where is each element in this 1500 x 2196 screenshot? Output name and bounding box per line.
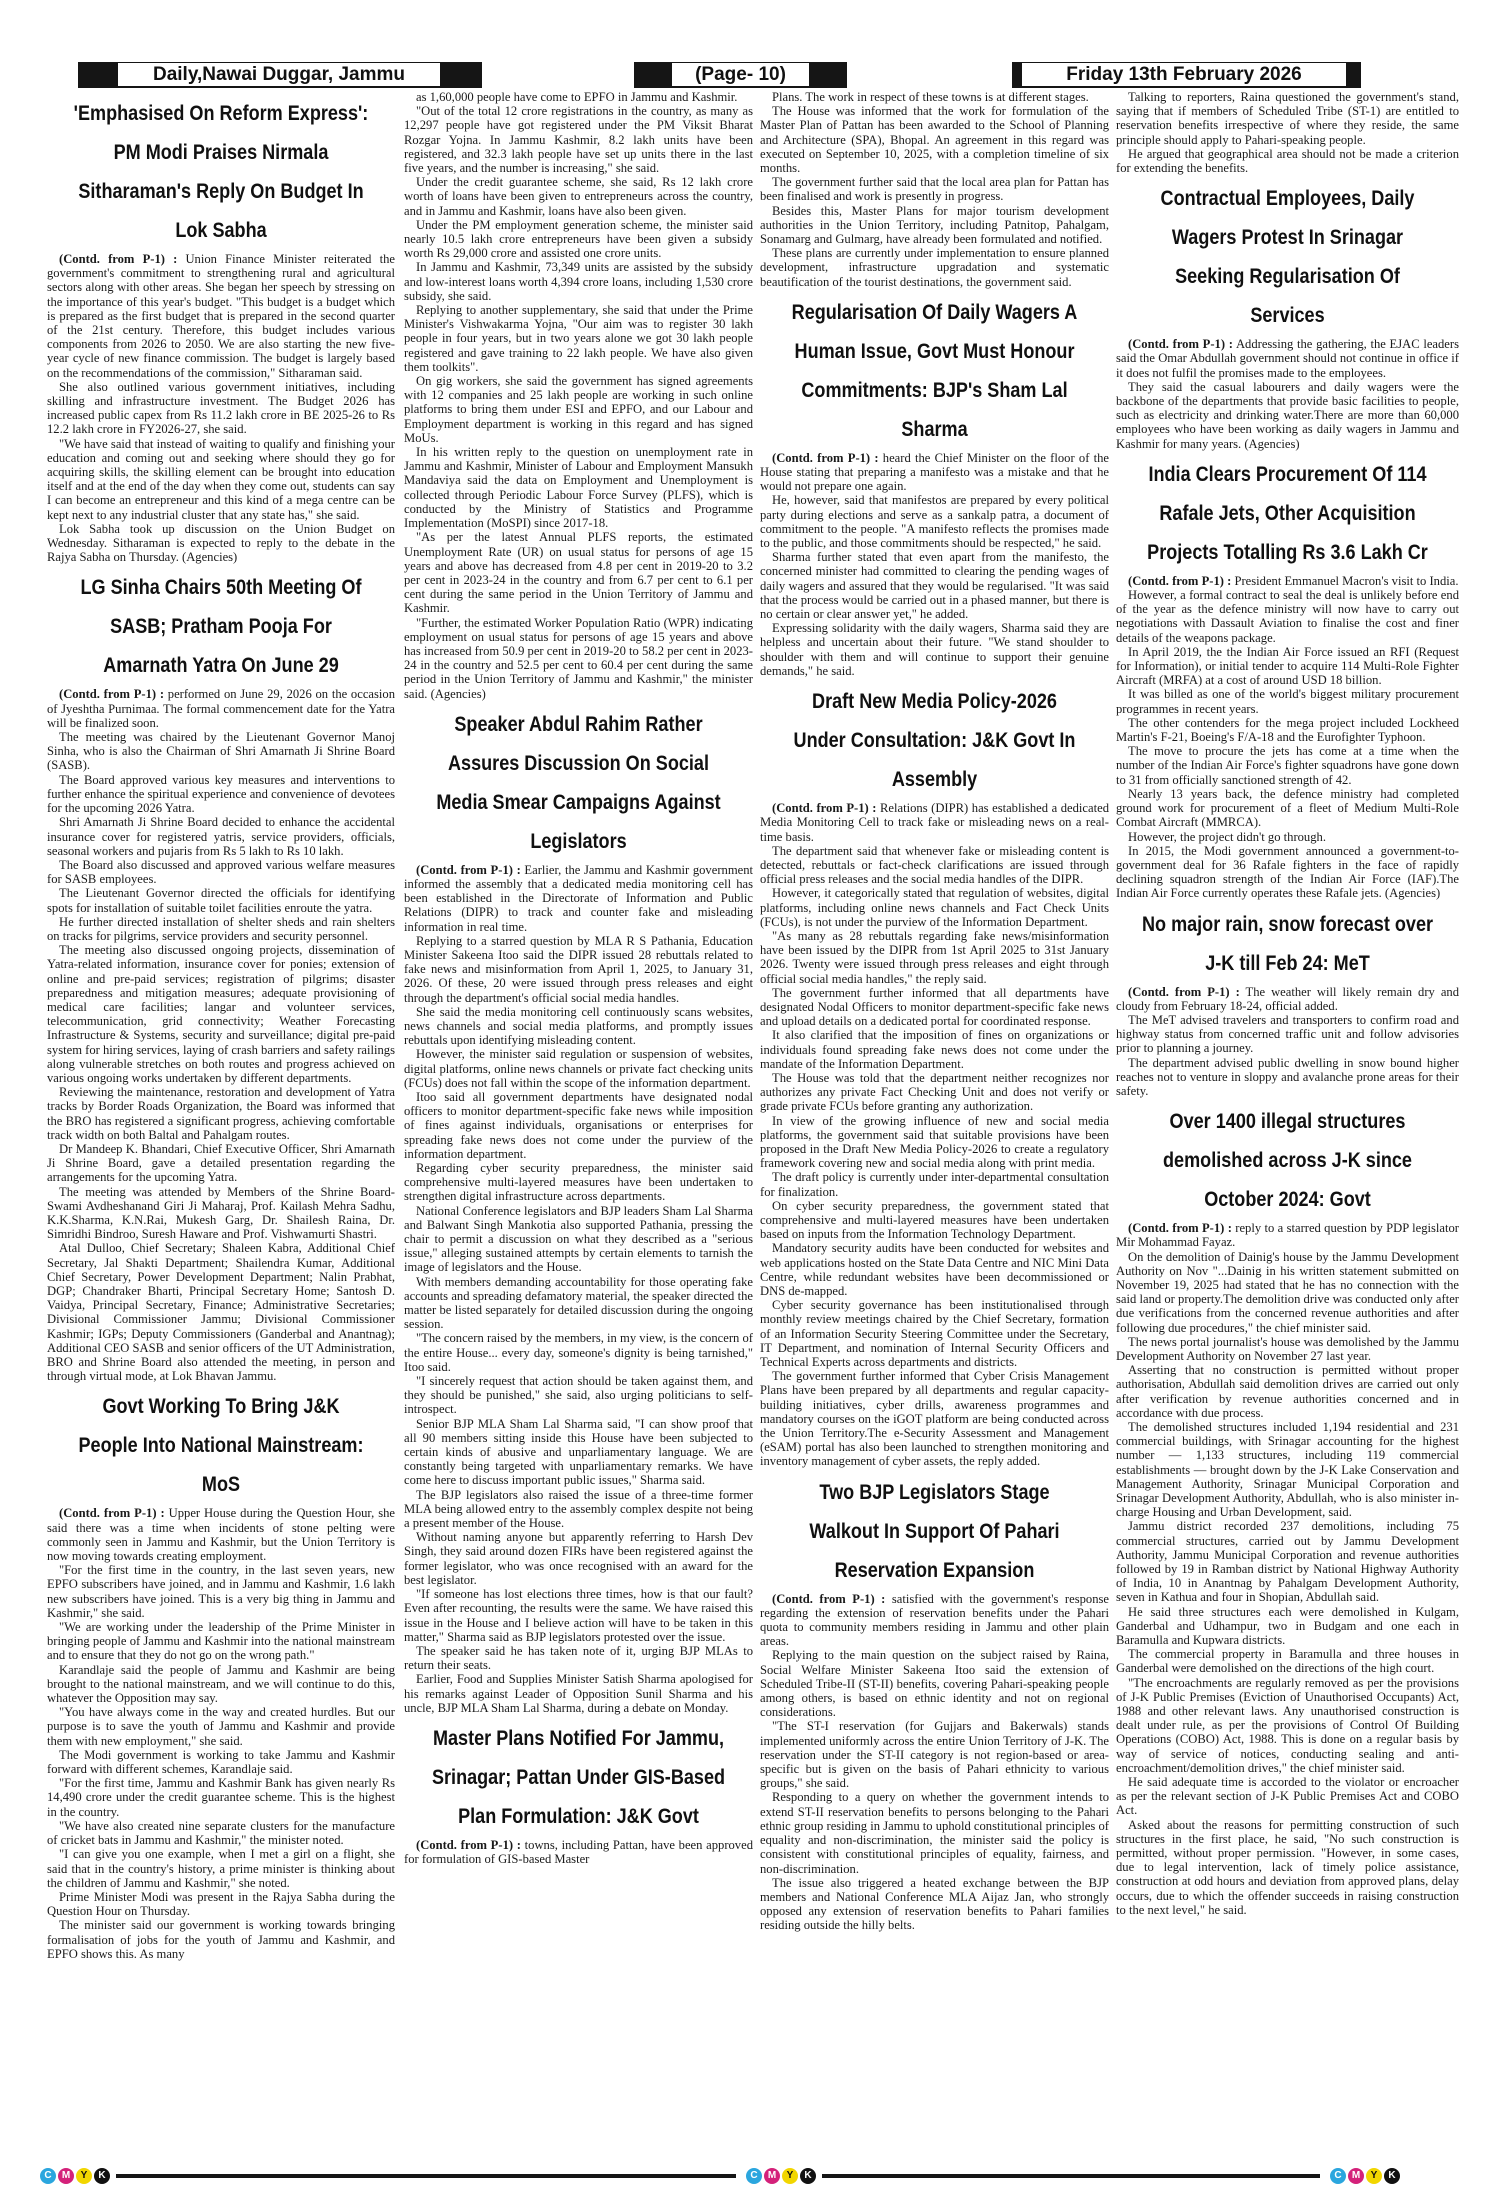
article-body xyxy=(404,90,753,701)
paragraph-text: He argued that geographical area should not be made a criterion for extending the benefits. xyxy=(1116,146,1459,176)
paragraph xyxy=(47,1185,395,1242)
paragraph xyxy=(1116,1519,1459,1604)
cyan-mark: C xyxy=(1330,2168,1346,2184)
article-body xyxy=(760,451,1109,678)
column-4 xyxy=(1116,90,1459,2165)
paragraph xyxy=(404,104,753,175)
paragraph xyxy=(47,1085,395,1142)
article-body xyxy=(404,863,753,1715)
paragraph-text: The Modi government is working to take Jammu and Kashmir forward with different schemes, Karandlaje said. xyxy=(47,1747,395,1777)
paragraph-text: The department advised public dwelling in snow bound higher reaches not to venture in sloppy and avalanche prone areas for their safety. xyxy=(1116,1055,1459,1098)
paragraph-text: In 2015, the Modi government announced a government-to-government deal for 36 Rafale fighters in the face of rapidly declining squadron strength of the Indian Air Force (IAF).The Indian Air Force currently operates these Rafale jets. (Agencies) xyxy=(1116,843,1459,901)
paragraph-text: With members demanding accountability for those operating fake accounts and spreading defamatory material, the speaker directed the matter be listed separately for detailed discussion during the ongoing session. xyxy=(404,1274,753,1332)
paragraph-text: However, the project didn't go through. xyxy=(1128,829,1326,844)
paragraph-text: as 1,60,000 people have come to EPFO in Jammu and Kashmir. xyxy=(416,90,738,104)
paragraph xyxy=(47,1241,395,1383)
continuation-lead: (Contd. from P-1) : xyxy=(1128,984,1240,999)
magenta-mark: M xyxy=(58,2168,74,2184)
article-body xyxy=(1116,985,1459,1099)
paragraph-text: Expressing solidarity with the daily wagers, Sharma said they are helpless and uncertain about their future. "We stand shoulder to shoulder with them and will continue to support their genuine demands," he said. xyxy=(760,621,1109,678)
paragraph xyxy=(760,1648,1109,1719)
black-mark: K xyxy=(800,2168,816,2184)
paragraph xyxy=(1116,147,1459,175)
page-number: (Page- 10) xyxy=(672,63,809,86)
paragraph xyxy=(47,437,395,522)
paragraph-text: Dr Mandeep K. Bhandari, Chief Executive Officer, Shri Amarnath Ji Shrine Board, gave a detailed presentation regarding the arrangements for the upcoming Yatra. xyxy=(47,1141,395,1185)
paragraph xyxy=(404,863,753,934)
paragraph-text: However, it categorically stated that regulation of websites, digital platforms, including online news channels and Fact Check Units (FCUs), is not under the purview of the Information Department. xyxy=(760,886,1109,929)
yellow-mark: Y xyxy=(782,2168,798,2184)
paragraph xyxy=(47,1663,395,1706)
continuation-lead: (Contd. from P-1) : xyxy=(1128,1221,1232,1236)
paragraph xyxy=(1116,574,1459,588)
continuation-lead: (Contd. from P-1) : xyxy=(59,687,165,702)
paragraph-text: These plans are currently under implementation to ensure planned development, infrastructure upgradation and systematic beautification of the tourist destinations, the government said. xyxy=(760,246,1109,289)
paragraph-text: The meeting was chaired by the Lieutenant Governor Manoj Sinha, who is also the Chairman of Shri Amarnath Ji Shrine Board (SASB). xyxy=(47,730,395,773)
paragraph-text: Replying to a starred question by MLA R S Pathania, Education Minister Sakeena Itoo said the DIPR issued 28 rebuttals related to fake news and misinformation from April 1, 2025, to January 31, 2026. Of these, 20 were issued through press releases and eight through the department's official social media handles. xyxy=(404,933,753,1005)
paragraph xyxy=(760,204,1109,247)
paragraph-text: Cyber security governance has been institutionalised through monthly review meetings chaired by the Chief Secretary, formation of an Information Security Steering Committee under the Secretary, IT Department, and nomination of Internal Security Officers and Technical Experts across departments and districts. xyxy=(760,1298,1109,1370)
issue-date: Friday 13th February 2026 xyxy=(1022,63,1346,86)
paragraph xyxy=(47,915,395,943)
paragraph-text: Earlier, the Jammu and Kashmir government informed the assembly that a dedicated media monitoring cell has been established in the Directorate of Information and Public Relations (DIPR) to track and counter fake and misleading information in real time. xyxy=(404,862,753,934)
paragraph-text: On gig workers, she said the government has signed agreements with 12 companies and 25 lakh people are working in such online platforms to bring them under ESI and EPFO, and our Labour and Employment department is working in this regard and has signed MoUs. xyxy=(404,374,753,445)
footer-rule-left xyxy=(116,2174,736,2178)
paragraph xyxy=(404,218,753,261)
paragraph xyxy=(404,1161,753,1204)
paragraph xyxy=(47,687,395,730)
paragraph-text: "I sincerely request that action should be taken against them, and they should be punished," she said, also urging politicians to self-introspect. xyxy=(404,1374,753,1417)
paragraph-text: Karandlaje said the people of Jammu and Kashmir are being brought to the national mainstream, and we will continue to do this, whatever the Opposition may say. xyxy=(47,1662,395,1706)
paragraph-text: However, a formal contract to seal the deal is unlikely before end of the year as the defence ministry will now have to carry out negotiations with Dassault Aviation to finalise the cost and finer details of the weapons package. xyxy=(1116,588,1459,645)
paragraph xyxy=(404,90,753,104)
article-body xyxy=(47,1506,395,1961)
column-1 xyxy=(47,90,395,2165)
paragraph-text: Responding to a query on whether the government intends to extend ST-II reservation benefits to persons belonging to the Pahari ethnic group residing in Jammu to uphold constitutional principles of equality and non-discrimination, the minister said the policy is consistent with constitutional principles of equality, fairness, and non-discrimination. xyxy=(760,1790,1109,1876)
paragraph xyxy=(1116,830,1459,844)
paragraph-text: Itoo said all government departments have designated nodal officers to monitor department-specific fake news while imposition of fines against individuals, organisations or enterprises for spreading fake news does not come under the purview of the information department. xyxy=(404,1089,753,1161)
cyan-mark: C xyxy=(746,2168,762,2184)
paragraph-text: The Lieutenant Governor directed the officials for identifying spots for installation of suitable toilet facilities enroute the yatra. xyxy=(47,886,395,915)
paragraph-text: It was billed as one of the world's biggest military procurement programmes in recent years. xyxy=(1116,687,1459,716)
registration-marks-center xyxy=(746,2166,816,2186)
paragraph xyxy=(404,1672,753,1715)
paragraph-text: "For the first time in the country, in the last seven years, new EPFO subscribers have joined, and in Jammu and Kashmir, 1.6 lakh new subscribers have joined. This is a very big thing in Jammu and Kashmir," she said. xyxy=(47,1563,395,1620)
paragraph xyxy=(404,1530,753,1587)
paragraph-text: The news portal journalist's house was demolished by the Jammu Development Authority on November 27 last year. xyxy=(1116,1334,1459,1363)
paragraph xyxy=(404,1417,753,1488)
paragraph xyxy=(760,1071,1109,1114)
paragraph xyxy=(404,303,753,374)
paragraph-text: The issue also triggered a heated exchange between the BJP members and National Conference MLA Aijaz Jan, who strongly opposed any extension of reservation benefits to Pahari families residing outside the hilly belts. xyxy=(760,1875,1109,1933)
paragraph xyxy=(404,1204,753,1275)
cyan-mark: C xyxy=(40,2168,56,2184)
article-body xyxy=(47,687,395,1383)
paragraph-text: The department said that whenever fake or misleading content is detected, rebuttals or fact-check clarifications are issued through official press releases and the social media handles of the DIPR. xyxy=(760,843,1109,887)
continuation-lead: (Contd. from P-1) : xyxy=(416,1837,521,1852)
black-mark: K xyxy=(94,2168,110,2184)
paragraph-text: "For the first time, Jammu and Kashmir Bank has given nearly Rs 14,490 crore under the credit guarantee scheme. This is the highest in the country. xyxy=(47,1776,395,1819)
article-headline: LG Sinha Chairs 50th Meeting Of SASB; Pratham Pooja For Amarnath Yatra On June 29 xyxy=(80,576,362,678)
paragraph xyxy=(760,986,1109,1029)
paragraph-text: Union Finance Minister reiterated the government's commitment to strengthening rural and agricultural sectors along with other areas. She began her speech by stressing on the importance of this year's budget. "This budget is a budget which is prepared as the first budget that is prepared in the second quarter of the 21st century. Therefore, this budget includes various components from 2026 to 2050. We are also starting the new five-year cycle of new finance commission. The budget is largely based on the recommendations of the commission," Sitharaman said. xyxy=(47,252,395,380)
paragraph-text: In his written reply to the question on unemployment rate in Jammu and Kashmir, Minister of Labour and Employment Mansukh Mandaviya said the data on Employment and Unemployment is collected through Periodic Labour Force Survey (PLFS), which is conducted by the Ministry of Statistics and Programme Implementation (MoSPI) since 2017-18. xyxy=(404,445,753,531)
paragraph xyxy=(760,493,1109,550)
paragraph-text: The government further informed that Cyber Crisis Management Plans have been prepared by all departments and regular capacity-building initiatives, cyber drills, awareness programmes and mandatory courses on the iGOT platform are being conducted across the Union Territory.The e-Security Assessment and Management (eSAM) portal has also been launched to strengthen monitoring and inventory management of cyber assets, the reply added. xyxy=(760,1369,1109,1469)
paragraph xyxy=(760,1199,1109,1242)
paragraph-text: Besides this, Master Plans for major tourism development authorities in the Union Territory, including Patnitop, Pahalgam, Sonamarg and Gulmarg, have already been formulated and notified. xyxy=(760,203,1109,247)
paragraph xyxy=(47,1142,395,1185)
paragraph xyxy=(1116,744,1459,787)
continuation-lead: (Contd. from P-1) : xyxy=(772,450,879,465)
article-headline: 'Emphasised On Reform Express': PM Modi Praises Nirmala Sitharaman's Reply On Budget In Lok Sabha xyxy=(73,102,369,242)
article-body xyxy=(47,252,395,564)
paragraph-text: "The encroachments are regularly removed as per the provisions of J-K Public Premises (Eviction of Unauthorised Occupants) Act, 1988 and other relevant laws. Any unauthorised construction is dealt under rule, as per the provisions of Control Of Building Operations (COBO) Act, 1988. This is done on a regular basis by way of service of notices, conducting sealing and anti-encroachment/demolition drives," the chief minister said. xyxy=(1116,1675,1459,1775)
paragraph-text: "The ST-I reservation (for Gujjars and Bakerwals) stands implemented uniformly across the entire Union Territory of J-K. The reservation under the ST-II category is not region-based or area-specific but is given on the basis of Pahari ethnicity to various groups," she said. xyxy=(760,1719,1109,1791)
paragraph xyxy=(1116,687,1459,715)
paragraph-text: The draft policy is currently under inter-departmental consultation for finalization. xyxy=(760,1170,1109,1199)
paragraph xyxy=(760,1876,1109,1933)
registration-marks-right xyxy=(1330,2166,1400,2186)
paragraph xyxy=(760,451,1109,494)
paragraph xyxy=(404,175,753,218)
paragraph xyxy=(47,858,395,886)
paragraph-text: The meeting also discussed ongoing projects, dissemination of Yatra-related information, insurance cover for ponies; extension of online and pre-paid services; registration of pilgrims; disaster preparedness and mitigation measures; adequate provisioning of medical care facilities; langar and volunteer services, telecommunication, grid connectivity; Weather Forecasting Infrastructure & Systems, security and surveillance; digital pre-paid system for hiring services, laying of crash barriers and safety railings along vulnerable stretches on both routes and progress achieved on various ongoing works undertaken by different departments. xyxy=(47,943,395,1085)
magenta-mark: M xyxy=(1348,2168,1364,2184)
article-body xyxy=(760,1592,1109,1933)
paragraph-text: Senior BJP MLA Sham Lal Sharma said, "I can show proof that all 90 members sitting inside this House have been subjected to certain kinds of abusive and unparliamentary language. We are constantly being targeted with unparliamentary remarks. We have come here to discuss important public issues," Sharma said. xyxy=(404,1416,753,1488)
paragraph xyxy=(404,1090,753,1161)
paragraph xyxy=(47,1620,395,1663)
paragraph-text: President Emmanuel Macron's visit to India. xyxy=(1234,573,1459,588)
paragraph-text: Nearly 13 years back, the defence ministry had completed ground work for procurement of a fleet of Medium Multi-Role Combat Aircraft (MMRCA). xyxy=(1116,786,1459,830)
paragraph-text: The BJP legislators also raised the issue of a three-time former MLA being allowed entry to the assembly complex despite not being a present member of the House. xyxy=(404,1487,753,1531)
paragraph xyxy=(1116,985,1459,1013)
paragraph xyxy=(760,1369,1109,1468)
paragraph-text: Sharma further stated that even apart from the manifesto, the concerned minister had committed to clearing the pending wages of daily wagers and assured that they would be regularised. "It was said that the process would be carried out in a phased manner, but there is no certain or clear answer yet," he added. xyxy=(760,550,1109,622)
paragraph xyxy=(404,1331,753,1374)
paragraph-text: The government further said that the local area plan for Pattan has been finalised and work is presently in progress. xyxy=(760,175,1109,204)
article-body xyxy=(760,90,1109,289)
paragraph xyxy=(760,801,1109,844)
paragraph xyxy=(47,1890,395,1918)
continuation-lead: (Contd. from P-1) : xyxy=(772,801,877,816)
paragraph-text: However, the minister said regulation or suspension of websites, digital platforms, online news channels or private fact checking units (FCUs) does not fall within the scope of the information department. xyxy=(404,1047,753,1090)
paragraph-text: heard the Chief Minister on the floor of the House stating that preparing a manifesto was a mistake and that he would not prepare one again. xyxy=(760,450,1109,494)
paragraph-text: "We are working under the leadership of the Prime Minister in bringing people of Jammu and Kashmir into the national mainstream and to ensure that they do not go on the wrong path." xyxy=(47,1620,395,1663)
paragraph xyxy=(404,1587,753,1644)
paragraph xyxy=(1116,1605,1459,1648)
paragraph-text: Earlier, Food and Supplies Minister Satish Sharma apologised for his remarks against Leader of Opposition Sunil Sharma and his uncle, BJP MLA Sham Lal Sharma, during a debate on Monday. xyxy=(404,1672,753,1715)
paragraph xyxy=(47,252,395,380)
paragraph xyxy=(47,730,395,773)
paragraph-text: The Board approved various key measures and interventions to further enhance the spiritual experience and convenience of devotees for the upcoming 2026 Yatra. xyxy=(47,772,395,816)
article-body xyxy=(1116,337,1459,451)
paragraph-text: Regarding cyber security preparedness, the minister said comprehensive multi-layered measures have been undertaken to strengthen digital infrastructure across departments. xyxy=(404,1161,753,1204)
paragraph xyxy=(1116,645,1459,688)
paragraph-text: "The concern raised by the members, in my view, is the concern of the entire House... every day, someone's dignity is being tarnished," Itoo said. xyxy=(404,1331,753,1374)
paragraph xyxy=(404,445,753,530)
paragraph-text: Asked about the reasons for permitting construction of such structures in the first place, he said, "No such construction is permitted, without proper permission. "However, in some cases, due to legal intervention, lack of timely police assistance, construction at odd hours and deviation from approved plans, delay occurs, due to which the offender succeeds in raising construction to the next level," he said. xyxy=(1116,1817,1459,1917)
registration-marks-left xyxy=(40,2166,110,2186)
paragraph-text: Prime Minister Modi was present in the Rajya Sabha during the Question Hour on Thursday. xyxy=(47,1889,395,1919)
paragraph xyxy=(404,1275,753,1332)
paragraph-text: Without naming anyone but apparently referring to Harsh Dev Singh, they said around dozen FIRs have been registered against the former legislator, who was once recognised with an award for the best legislator. xyxy=(404,1530,753,1587)
paragraph-text: Lok Sabha took up discussion on the Union Budget on Wednesday. Sitharaman is expected to reply to the debate in the Rajya Sabha on Thursday. (Agencies) xyxy=(47,521,395,565)
paragraph xyxy=(760,1790,1109,1875)
paragraph xyxy=(47,1705,395,1748)
paragraph xyxy=(47,1748,395,1776)
paragraph xyxy=(1116,1250,1459,1335)
paragraph-text: towns, including Pattan, have been approved for formulation of GIS-based Master xyxy=(404,1837,753,1867)
paragraph-text: Talking to reporters, Raina questioned the government's stand, saying that if members of Scheduled Tribe (ST-1) are entitled to reservation benefits irrespective of where they reside, the same principle should apply to Pahari-speaking people. xyxy=(1116,90,1459,147)
paragraph-text: In view of the growing influence of new and social media platforms, the government said that suitable provisions have been proposed in the Draft New Media Policy-2026 to create a regulatory framework covering new and social media along with print media. xyxy=(760,1113,1109,1171)
magenta-mark: M xyxy=(764,2168,780,2184)
paragraph xyxy=(1116,844,1459,901)
paragraph-text: In Jammu and Kashmir, 73,349 units are assisted by the subsidy and low-interest loans worth 4,394 crore loans, including 1,530 crore subsidy, she said. xyxy=(404,260,753,303)
continuation-lead: (Contd. from P-1) : xyxy=(1128,573,1232,588)
paragraph-text: Relations (DIPR) has established a dedicated Media Monitoring Cell to track fake or misleading news on a real-time basis. xyxy=(760,801,1109,844)
paragraph xyxy=(404,1005,753,1048)
paragraph-text: The demolished structures included 1,194 residential and 231 commercial buildings, with Srinagar accounting for the highest number — 1,133 structures, including 119 commercial establishments — brought down by the J-K Lake Conservation and Management Authority, Srinagar Municipal Corporation and Srinagar Development Authority, Abdullah, who is also minister in-charge Housing and Urban Development, said. xyxy=(1116,1419,1459,1520)
paragraph-text: "You have always come in the way and created hurdles. But our purpose is to save the youth of Jammu and Kashmir and provide them with new employment," she said. xyxy=(47,1705,395,1748)
paragraph-text: The House was informed that the work for formulation of the Master Plan of Pattan has been awarded to the School of Planning and Architecture (SPA), Bhopal. An agreement in this regard was executed on September 10, 2025, with a completion timeline of six months. xyxy=(760,104,1109,176)
paragraph xyxy=(1116,1420,1459,1519)
article-body xyxy=(1116,574,1459,901)
paragraph xyxy=(404,260,753,303)
paragraph xyxy=(47,1847,395,1890)
paragraph xyxy=(760,929,1109,986)
paragraph-text: Replying to the main question on the subject raised by Raina, Social Welfare Minister Sakeena Itoo said the extension of Scheduled Tribe-II (ST-II) benefits, covering Pahari-speaking people among others, is based on ethnic identity and not on regional considerations. xyxy=(760,1648,1109,1720)
paragraph xyxy=(1116,1363,1459,1420)
paragraph xyxy=(47,1918,395,1961)
paragraph-text: On the demolition of Dainig's house by the Jammu Development Authority on Nov "...Dainig in his written statement submitted on November 19, 2025 had stated that he has no connection with the said land or property.The demolition drive was conducted only after due verifications from the concerned revenue authorities and after following due procedures," the chief minister said. xyxy=(1116,1249,1459,1335)
article-headline: Contractual Employees, Daily Wagers Protest In Srinagar Seeking Regularisation Of Services xyxy=(1160,187,1415,328)
paragraph-text: "We have said that instead of waiting to qualify and finishing your education and coming out and seeking where should they go for acquiring skills, the skilling element can be brought into education itself and at the end of the day when they come out, students can say I can become an entrepreneur and this kind of a mega centre can be kept next to any industrial cluster that any state has," she said. xyxy=(47,436,395,522)
paragraph-text: "Out of the total 12 crore registrations in the country, as many as 12,297 people have got registered under the PM Viksit Bharat Rozgar Yojna. In Jammu Kashmir, 8.2 lakh units have been registered, and 32.3 lakh people have set up units there in the last five years, and the number is increasing," she said. xyxy=(404,104,753,176)
footer-rule-right xyxy=(822,2174,1320,2178)
paragraph xyxy=(404,1047,753,1090)
article-headline: Draft New Media Policy-2026 Under Consultation: J&K Govt In Assembly xyxy=(793,690,1076,792)
column-3 xyxy=(760,90,1109,2165)
paragraph xyxy=(1116,1775,1459,1818)
paragraph xyxy=(1116,1335,1459,1363)
article-body xyxy=(1116,90,1459,175)
paragraph-text: National Conference legislators and BJP leaders Sham Lal Sharma and Balwant Singh Mankotia also supported Pathania, pressing the chair to permit a discussion on what they described as a "serious issue," alleging sustained attempts by certain elements to tarnish the image of legislators and the House. xyxy=(404,1203,753,1275)
paragraph-text: The government further informed that all departments have designated Nodal Officers to monitor department-specific fake news and upload details on a dedicated portal for coordinated response. xyxy=(760,985,1109,1029)
article-body xyxy=(760,801,1109,1469)
paragraph-text: Upper House during the Question Hour, she said there was a time when incidents of stone pelting were commonly seen in Jammu and Kashmir, but the Union Territory is now moving towards creating employment. xyxy=(47,1506,395,1564)
article-headline: Two BJP Legislators Stage Walkout In Support Of Pahari Reservation Expansion xyxy=(809,1480,1060,1582)
paragraph xyxy=(760,1241,1109,1298)
paragraph-text: The MeT advised travelers and transporters to confirm road and highway status from concerned traffic unit and follow advisories prior to planning a journey. xyxy=(1116,1012,1459,1056)
publication-name: Daily,Nawai Duggar, Jammu xyxy=(118,63,440,86)
paragraph xyxy=(404,530,753,615)
paragraph xyxy=(404,1488,753,1531)
paragraph-text: She said the media monitoring cell continuously scans websites, news channels and social media platforms, and promptly issues rebuttals upon identifying misleading content. xyxy=(404,1004,753,1048)
paragraph xyxy=(1116,337,1459,380)
paragraph xyxy=(760,104,1109,175)
paragraph xyxy=(47,943,395,1085)
paragraph-text: He said adequate time is accorded to the violator or encroacher as per the relevant section of J-K Public Premises Act and COBO Act. xyxy=(1116,1775,1459,1818)
paragraph-text: They said the casual labourers and daily wagers were the backbone of the departments that provide basic facilities to people, such as electricity and drinking water.There are more than 60,000 employees who have been working as daily wagers in Jammu and Kashmir for many years. (Agencies) xyxy=(1116,379,1459,451)
paragraph xyxy=(760,1170,1109,1198)
paragraph-text: On cyber security preparedness, the government stated that comprehensive and multi-layered measures have been undertaken based on inputs from the Information Technology Department. xyxy=(760,1198,1109,1242)
continuation-lead: (Contd. from P-1) : xyxy=(59,1506,165,1521)
paragraph-text: Mandatory security audits have been conducted for websites and web applications hosted on the State Data Centre and NIC Mini Data Centre, while redundant websites have been decommissioned or DNS de-mapped. xyxy=(760,1241,1109,1298)
paragraph xyxy=(1116,380,1459,451)
paragraph-text: performed on June 29, 2026 on the occasion of Jyeshtha Purnimaa. The formal commencement date for the Yatra will be finalized soon. xyxy=(47,687,395,730)
paragraph xyxy=(760,621,1109,678)
article-headline: India Clears Procurement Of 114 Rafale Jets, Other Acquisition Projects Totalling Rs 3.6 Lakh Cr xyxy=(1147,462,1428,564)
paragraph xyxy=(1116,1647,1459,1675)
paragraph xyxy=(1116,1818,1459,1917)
article-body xyxy=(1116,1221,1459,1917)
paragraph xyxy=(760,1719,1109,1790)
paragraph xyxy=(760,246,1109,289)
paragraph xyxy=(760,844,1109,887)
paragraph-text: The speaker said he has taken note of it, urging BJP MLAs to return their seats. xyxy=(404,1643,753,1673)
paragraph xyxy=(47,1819,395,1847)
yellow-mark: Y xyxy=(76,2168,92,2184)
paragraph-text: Under the PM employment generation scheme, the minister said nearly 10.5 lakh crore entrepreneurs have been given a subsidy worth Rs 29,000 crore and assisted one crore units. xyxy=(404,217,753,261)
paragraph-text: "As many as 28 rebuttals regarding fake news/misinformation have been issued by the DIPR from 1st April 2025 to 31st January 2026. Twenty were issued through press releases and eight through official social media handles," the reply said. xyxy=(760,928,1109,986)
paragraph xyxy=(1116,716,1459,744)
paragraph xyxy=(760,175,1109,203)
paragraph xyxy=(760,1298,1109,1369)
paragraph xyxy=(760,1592,1109,1649)
paragraph xyxy=(47,1563,395,1620)
paragraph xyxy=(47,522,395,565)
paragraph xyxy=(404,934,753,1005)
paragraph-text: Shri Amarnath Ji Shrine Board decided to enhance the accidental insurance cover for registered yatris, service providers, officials, seasonal workers and pujaris from Rs 5 lakh to Rs 10 lakh. xyxy=(47,815,395,858)
paragraph-text: "I can give you one example, when I met a girl on a flight, she said that in the country's history, a prime minister is thinking about the children of Jammu and Kashmir," she noted. xyxy=(47,1847,395,1890)
article-body xyxy=(404,1838,753,1866)
paragraph xyxy=(760,550,1109,621)
paragraph-text: "As per the latest Annual PLFS reports, the estimated Unemployment Rate (UR) on usual status for persons of age 15 years and above has decreased from 4.8 per cent in 2019-20 to 3.2 per cent in 2023-24 in the country and from 6.7 per cent to 6.1 per cent during the same period in the Union Territory of Jammu and Kashmir. xyxy=(404,530,753,616)
paragraph-text: "We have also created nine separate clusters for the manufacture of cricket bats in Jammu and Kashmir," the minister noted. xyxy=(47,1818,395,1848)
paragraph xyxy=(404,1838,753,1866)
paragraph xyxy=(47,380,395,437)
paragraph xyxy=(404,1644,753,1672)
paragraph-text: The House was told that the department neither recognizes nor authorizes any private Fact Checking Unit and does not verify or grade private FCUs before granting any authorization. xyxy=(760,1070,1109,1114)
paragraph-text: The commercial property in Baramulla and three houses in Ganderbal were demolished on the directions of the high court. xyxy=(1116,1647,1459,1676)
paragraph xyxy=(760,886,1109,929)
continuation-lead: (Contd. from P-1) : xyxy=(59,252,178,266)
paragraph-text: Reviewing the maintenance, restoration and development of Yatra tracks by Border Roads Organization, the Board was informed that the BRO has registered a significant progress, achieving comfortable track width on both Baltal and Pahalgam routes. xyxy=(47,1085,395,1142)
paragraph-text: The minister said our government is working towards bringing formalisation of jobs for the youth of Jammu and Kashmir, and EPFO shows this. As many xyxy=(47,1918,395,1961)
paragraph xyxy=(47,1776,395,1819)
black-mark: K xyxy=(1384,2168,1400,2184)
paragraph-text: The Board also discussed and approved various welfare measures for SASB employees. xyxy=(47,857,395,887)
article-headline: Master Plans Notified For Jammu, Srinagar; Pattan Under GIS-Based Plan Formulation: J&K Govt xyxy=(431,1726,726,1828)
continuation-lead: (Contd. from P-1) : xyxy=(1128,337,1233,352)
paragraph-text: She also outlined various government initiatives, including skilling and infrastructure investment. The Budget 2026 has increased public capex from Rs 11.2 lakh crore in BE 2025-26 to Rs 12.2 lakh crore in FY2026-27, she said. xyxy=(47,379,395,437)
paragraph-text: Replying to another supplementary, she said that under the Prime Minister's Vishwakarma Yojna, "Our aim was to register 30 lakh people in four years, but in two years alone we got 30 lakh people registered and gave training to 22 lakh people. We have also given them toolkits". xyxy=(404,303,753,374)
paragraph xyxy=(1116,90,1459,147)
paragraph-text: He said three structures each were demolished in Kulgam, Ganderbal and Udhampur, two in Budgam and one each in Baramulla and Kupwara districts. xyxy=(1116,1604,1459,1648)
paragraph-text: Atal Dulloo, Chief Secretary; Shaleen Kabra, Additional Chief Secretary, Jal Shakti Department; Shailendra Kumar, Additional Chief Secretary, Power Development Department; Nalin Prabhat, DGP; Chandraker Bharti, Principal Secretary Home; Santosh D. Vaidya, Principal Secretary, Finance; Administrative Secretaries; Divisional Commissioner Jammu; Divisional Commissioner Kashmir; IGPs; Deputy Commissioners (Ganderbal and Anantnag); Additional CEO SASB and senior officers of the UT Administration, BRO and Shrine Board also attended the meeting, in person and through virtual mode, at Lok Bhavan Jammu. xyxy=(47,1241,395,1384)
paragraph-text: Jammu district recorded 237 demolitions, including 75 commercial structures, carried out by Jammu Development Authority, Jammu Municipal Corporation and revenue authorities followed by 19 in Ramban district by National Highway Authority of India, 10 in Anantnag by Pahalgam Development Authority, seven in Kathua and four in Shopian, Abdullah said. xyxy=(1116,1519,1459,1605)
paragraph xyxy=(1116,1221,1459,1249)
article-headline: Speaker Abdul Rahim Rather Assures Discussion On Social Media Smear Campaigns Against Legislators xyxy=(436,712,721,853)
continuation-lead: (Contd. from P-1) : xyxy=(772,1591,886,1606)
paragraph xyxy=(47,1506,395,1563)
paragraph-text: Under the credit guarantee scheme, she said, Rs 12 lakh crore worth of loans have been given to entrepreneurs across the country, and in Jammu and Kashmir, loans have also been given. xyxy=(404,175,753,218)
paragraph-text: "Further, the estimated Worker Population Ratio (WPR) indicating employment on usual status for persons of age 15 years and above has increased from 50.9 per cent in 2019-20 to 58.2 per cent in 2023-24 in the country and 52.5 per cent to 60.4 per cent during the same period in the Union Territory of Jammu and Kashmir," the minister said. (Agencies) xyxy=(404,615,753,701)
paragraph xyxy=(1116,1676,1459,1775)
paragraph xyxy=(1116,588,1459,645)
article-headline: Govt Working To Bring J&K People Into National Mainstream: MoS xyxy=(78,1395,364,1497)
paragraph-text: Plans. The work in respect of these towns is at different stages. xyxy=(772,90,1089,104)
paragraph-text: Addressing the gathering, the EJAC leaders said the Omar Abdullah government should not continue in office if it does not fulfil the promises made to the employees. xyxy=(1116,337,1459,380)
paragraph xyxy=(1116,1056,1459,1099)
paragraph xyxy=(404,374,753,445)
paragraph-text: Asserting that no construction is permitted without proper authorisation, Abdullah said demolition drives are carried out only after verification by revenue authorities concerned and in accordance with due process. xyxy=(1116,1363,1459,1420)
paragraph-text: In April 2019, the the Indian Air Force issued an RFI (Request for Information), or initial tender to acquire 114 Multi-Role Fighter Aircraft (MRFA) at a cost of around USD 18 billion. xyxy=(1116,644,1459,688)
paragraph-text: "If someone has lost elections three times, how is that our fault? Even after recounting, the results were the same. We have raised this issue in the House and I believe action will have to be taken in this matter," Sharma said as BJP legislators protested over the issue. xyxy=(404,1587,753,1644)
paragraph xyxy=(1116,787,1459,830)
paragraph-text: The move to procure the jets has come at a time when the number of the Indian Air Force's fighter squadrons have gone down to 31 from officially sanctioned strength of 42. xyxy=(1116,744,1459,787)
paragraph xyxy=(47,773,395,816)
column-2 xyxy=(404,90,753,2165)
article-headline: No major rain, snow forecast over J-K till Feb 24: MeT xyxy=(1141,912,1434,975)
paragraph-text: He, however, said that manifestos are prepared by every political party during elections and serve as a sankalp patra, a document of commitment to the people. "A manifesto reflects the promises made to the public, and those commitments should be respected," he said. xyxy=(760,493,1109,551)
paragraph xyxy=(404,1374,753,1417)
paragraph xyxy=(1116,1013,1459,1056)
paragraph xyxy=(760,90,1109,104)
paragraph xyxy=(760,1028,1109,1071)
paragraph-text: He further directed installation of shelter sheds and rain shelters on tracks for pilgrims, service providers and security personnel. xyxy=(47,914,395,943)
paragraph xyxy=(404,616,753,701)
continuation-lead: (Contd. from P-1) : xyxy=(416,862,521,877)
paragraph-text: The meeting was attended by Members of the Shrine Board- Swami Avdheshanand Giri Ji Maharaj, Prof. Kailash Mehra Sadhu, K.K.Sharma, K.N.Rai, Mukesh Garg, Dr. Shailesh Raina, Dr. Simridhi Bindroo, Suresh Haware and Prof. Vishwamurti Shastri. xyxy=(47,1184,395,1242)
paragraph xyxy=(47,815,395,858)
article-headline: Over 1400 illegal structures demolished across J-K since October 2024: Govt xyxy=(1163,1110,1412,1212)
yellow-mark: Y xyxy=(1366,2168,1382,2184)
paragraph-text: The other contenders for the mega project included Lockheed Martin's F-21, Boeing's F/A-18 and the Eurofighter Typhoon. xyxy=(1116,715,1459,745)
paragraph-text: reply to a starred question by PDP legislator Mir Mohammad Fayaz. xyxy=(1116,1221,1459,1250)
paragraph-text: satisfied with the government's response regarding the extension of reservation benefits under the Pahari quota to community members residing in Jammu and other plain areas. xyxy=(760,1591,1109,1649)
paragraph-text: It also clarified that the imposition of fines on organizations or individuals found spreading fake news does not come under the mandate of the Information Department. xyxy=(760,1028,1109,1071)
paragraph xyxy=(47,886,395,914)
paragraph-text: The weather will likely remain dry and cloudy from February 18-24, official added. xyxy=(1116,984,1459,1013)
article-headline: Regularisation Of Daily Wagers A Human Issue, Govt Must Honour Commitments: BJP's Sham Lal Sharma xyxy=(791,300,1078,441)
paragraph xyxy=(760,1114,1109,1171)
